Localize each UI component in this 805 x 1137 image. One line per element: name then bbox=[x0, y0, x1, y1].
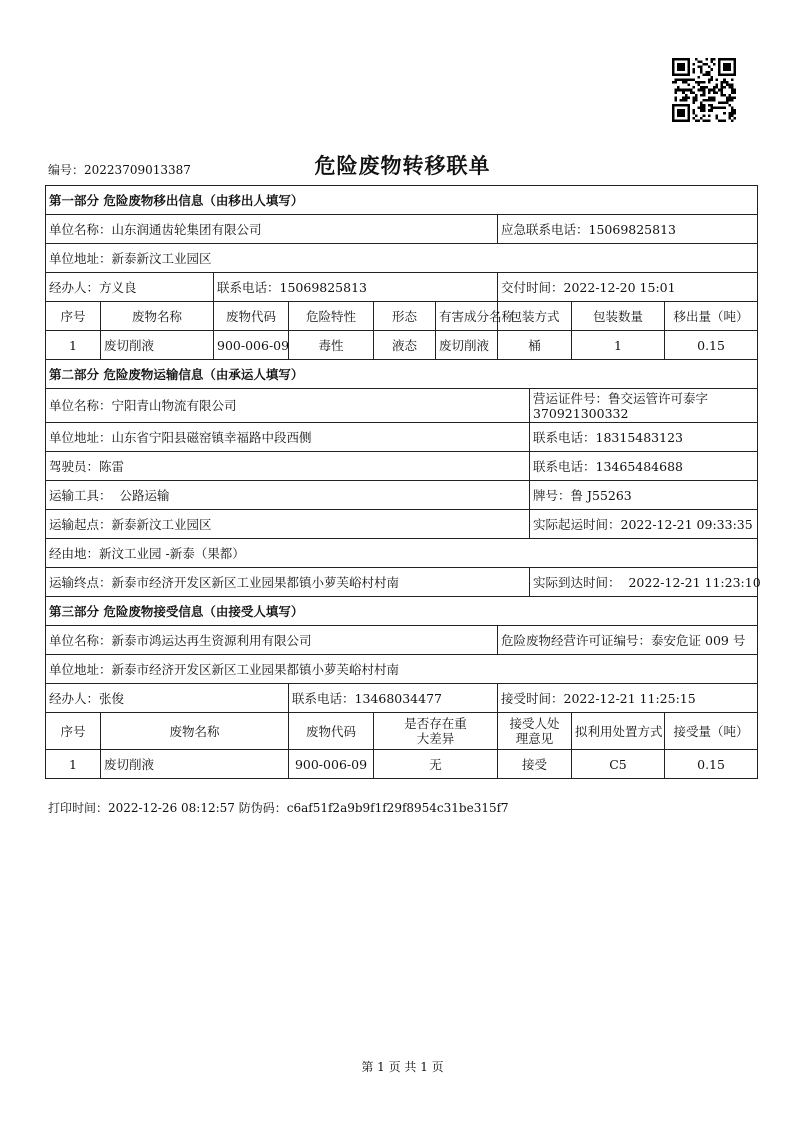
cell-package: 桶 bbox=[498, 331, 572, 360]
part2-driver: 驾驶员：陈雷 bbox=[46, 452, 530, 481]
part2-start-row bbox=[46, 510, 758, 539]
table-row bbox=[46, 750, 758, 779]
cell-waste-name: 废切削液 bbox=[101, 750, 289, 779]
part3-column-header-row bbox=[46, 713, 758, 750]
cell-difference: 无 bbox=[374, 750, 498, 779]
column-header: 包装方式 bbox=[498, 302, 572, 331]
part3-phone: 联系电话：13468034477 bbox=[289, 684, 498, 713]
cell-amount: 0.15 bbox=[665, 750, 758, 779]
cell-method: C5 bbox=[572, 750, 665, 779]
part1-phone: 联系电话：15069825813 bbox=[214, 273, 498, 302]
part2-start: 运输起点：新泰新汶工业园区 bbox=[46, 510, 530, 539]
part1-heading: 第一部分 危险废物移出信息（由移出人填写） bbox=[46, 186, 758, 215]
part2-start-time: 实际起运时间：2022-12-21 09:33:35 bbox=[530, 510, 758, 539]
part2-heading-row bbox=[46, 360, 758, 389]
part1-address-row bbox=[46, 244, 758, 273]
document-title: 危险废物转移联单 bbox=[314, 153, 491, 178]
part2-address: 单位地址：山东省宁阳县磁窑镇幸福路中段西侧 bbox=[46, 423, 530, 452]
part2-tool-row bbox=[46, 481, 758, 510]
part1-unit-row bbox=[46, 215, 758, 244]
part2-via-row bbox=[46, 539, 758, 568]
transfer-form bbox=[45, 185, 761, 779]
part2-end-row bbox=[46, 568, 758, 597]
part3-heading-row bbox=[46, 597, 758, 626]
cell-no: 1 bbox=[46, 750, 101, 779]
column-header: 移出量（吨） bbox=[665, 302, 758, 331]
part1-emergency-phone: 应急联系电话：15069825813 bbox=[498, 215, 758, 244]
part2-address-row bbox=[46, 423, 758, 452]
table-row bbox=[46, 331, 758, 360]
cell-opinion: 接受 bbox=[498, 750, 572, 779]
column-header: 拟利用处置方式 bbox=[572, 713, 665, 750]
cell-quantity: 1 bbox=[572, 331, 665, 360]
cell-amount: 0.15 bbox=[665, 331, 758, 360]
column-header: 废物代码 bbox=[214, 302, 289, 331]
part1-delivery-time: 交付时间：2022-12-20 15:01 bbox=[498, 273, 758, 302]
cell-waste-code: 900-006-09 bbox=[214, 331, 289, 360]
part2-plate: 牌号：鲁 J55263 bbox=[530, 481, 758, 510]
qr-code bbox=[670, 58, 738, 122]
part2-phone: 联系电话：18315483123 bbox=[530, 423, 758, 452]
part3-unit-row bbox=[46, 626, 758, 655]
part2-tool: 运输工具： 公路运输 bbox=[46, 481, 530, 510]
part2-license: 营运证件号：鲁交运管许可泰字370921300332 bbox=[530, 389, 758, 423]
part3-handler-row bbox=[46, 684, 758, 713]
part2-unit-row bbox=[46, 389, 758, 423]
part1-handler: 经办人：方义良 bbox=[46, 273, 214, 302]
part1-address: 单位地址：新泰新汶工业园区 bbox=[46, 244, 758, 273]
part1-column-header-row bbox=[46, 302, 758, 331]
column-header: 序号 bbox=[46, 302, 101, 331]
part3-address-row bbox=[46, 655, 758, 684]
cell-hazard: 毒性 bbox=[289, 331, 374, 360]
part2-via: 经由地：新汶工业园 -新泰（果都） bbox=[46, 539, 758, 568]
part2-unit-name: 单位名称：宁阳青山物流有限公司 bbox=[46, 389, 530, 423]
part3-address: 单位地址：新泰市经济开发区新区工业园果都镇小萝芙峪村村南 bbox=[46, 655, 758, 684]
page-number: 第 1 页 共 1 页 bbox=[361, 1060, 444, 1074]
column-header: 包装数量 bbox=[572, 302, 665, 331]
part2-driver-row bbox=[46, 452, 758, 481]
column-header: 是否存在重大差异 bbox=[374, 713, 498, 750]
print-info: 打印时间：2022-12-26 08:12:57 防伪码：c6af51f2a9b9f1f29f8954c31be315f7 bbox=[48, 801, 509, 815]
part3-handler: 经办人：张俊 bbox=[46, 684, 289, 713]
part3-receive-time: 接受时间：2022-12-21 11:25:15 bbox=[498, 684, 758, 713]
cell-waste-code: 900-006-09 bbox=[289, 750, 374, 779]
cell-form: 液态 bbox=[374, 331, 436, 360]
part1-handler-row bbox=[46, 273, 758, 302]
part3-permit: 危险废物经营许可证编号：泰安危证 009 号 bbox=[498, 626, 758, 655]
part3-unit-name: 单位名称：新泰市鸿运达再生资源利用有限公司 bbox=[46, 626, 498, 655]
part3-heading: 第三部分 危险废物接受信息（由接受人填写） bbox=[46, 597, 758, 626]
part2-end-time: 实际到达时间： 2022-12-21 11:23:10 bbox=[530, 568, 758, 597]
column-header: 序号 bbox=[46, 713, 101, 750]
document-number: 编号：20223709013387 bbox=[48, 163, 191, 177]
part2-heading: 第二部分 危险废物运输信息（由承运人填写） bbox=[46, 360, 758, 389]
column-header: 危险特性 bbox=[289, 302, 374, 331]
column-header: 有害成分名称 bbox=[436, 302, 498, 331]
cell-no: 1 bbox=[46, 331, 101, 360]
cell-waste-name: 废切削液 bbox=[101, 331, 214, 360]
part2-end: 运输终点：新泰市经济开发区新区工业园果都镇小萝芙峪村村南 bbox=[46, 568, 530, 597]
column-header: 废物名称 bbox=[101, 302, 214, 331]
part2-driver-phone: 联系电话：13465484688 bbox=[530, 452, 758, 481]
column-header: 接受量（吨） bbox=[665, 713, 758, 750]
column-header: 废物名称 bbox=[101, 713, 289, 750]
part1-unit-name: 单位名称：山东润通齿轮集团有限公司 bbox=[46, 215, 498, 244]
column-header: 形态 bbox=[374, 302, 436, 331]
column-header: 接受人处理意见 bbox=[498, 713, 572, 750]
column-header: 废物代码 bbox=[289, 713, 374, 750]
cell-component: 废切削液 bbox=[436, 331, 498, 360]
part1-heading-row bbox=[46, 186, 758, 215]
